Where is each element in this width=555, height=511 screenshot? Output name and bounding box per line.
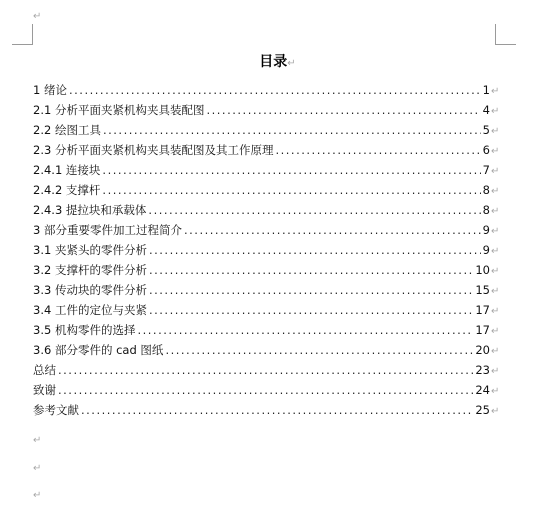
paragraph-mark-empty-2: ↵ [33,463,42,474]
paragraph-mark: ↵ [491,126,500,137]
paragraph-mark: ↵ [491,106,500,117]
toc-entry-page-number: 17 [475,303,490,317]
toc-dot-leader [81,400,473,420]
toc-entry[interactable] [33,200,501,220]
toc-entry-label: 总结 [33,363,56,377]
toc-dot-leader [137,320,473,340]
paragraph-mark: ↵ [491,186,500,197]
paragraph-mark-empty-3: ↵ [33,490,42,501]
toc-dot-leader [149,280,473,300]
toc-entry[interactable] [33,400,501,420]
paragraph-mark: ↵ [491,246,500,257]
paragraph-mark: ↵ [491,226,500,237]
toc-entry[interactable] [33,260,501,280]
toc-dot-leader [275,140,480,160]
toc-dot-leader [149,260,473,280]
toc-dot-leader [103,120,481,140]
table-of-contents [33,80,501,420]
toc-title: 目录 [259,54,288,70]
toc-entry[interactable] [33,300,501,320]
toc-entry-page-number: 23 [475,363,490,377]
toc-dot-leader [58,380,473,400]
toc-dot-leader [102,160,480,180]
paragraph-mark: ↵ [491,366,500,377]
paragraph-mark-top: ↵ [33,11,42,22]
toc-entry[interactable] [33,220,501,240]
toc-dot-leader [149,300,473,320]
paragraph-mark: ↵ [491,286,500,297]
crop-mark-top-right [495,24,516,45]
toc-entry-page-number: 6 [482,143,490,157]
toc-entry-page-number: 5 [482,123,490,137]
toc-dot-leader [102,180,480,200]
toc-entry-label: 2.4.2 支撑杆 [33,183,101,197]
crop-mark-top-left [12,24,33,45]
toc-entry-page-number: 1 [482,83,490,97]
toc-entry-label: 3.4 工件的定位与夹紧 [33,303,147,317]
toc-entry-label: 3.2 支撑杆的零件分析 [33,263,147,277]
paragraph-mark: ↵ [491,406,500,417]
toc-entry[interactable] [33,160,501,180]
toc-dot-leader [149,240,481,260]
toc-entry[interactable] [33,280,501,300]
toc-entry-page-number: 8 [482,183,490,197]
toc-entry-label: 参考文献 [33,403,79,417]
toc-dot-leader [165,340,473,360]
toc-entry[interactable] [33,140,501,160]
paragraph-mark: ↵ [491,146,500,157]
toc-entry[interactable] [33,100,501,120]
paragraph-mark: ↵ [491,346,500,357]
toc-entry[interactable] [33,340,501,360]
toc-entry-page-number: 8 [482,203,490,217]
toc-dot-leader [58,360,473,380]
toc-entry-label: 2.3 分析平面夹紧机构夹具装配图及其工作原理 [33,143,274,157]
paragraph-mark: ↵ [491,326,500,337]
toc-entry[interactable] [33,380,501,400]
toc-entry-page-number: 20 [475,343,490,357]
toc-entry[interactable] [33,360,501,380]
toc-entry-label: 2.2 绘图工具 [33,123,101,137]
toc-dot-leader [69,80,481,100]
toc-entry-label: 1 绪论 [33,83,67,97]
paragraph-mark: ↵ [287,58,296,69]
toc-entry-page-number: 24 [475,383,490,397]
toc-entry-page-number: 9 [482,243,490,257]
toc-entry-page-number: 10 [475,263,490,277]
toc-dot-leader [184,220,481,240]
paragraph-mark: ↵ [491,86,500,97]
paragraph-mark: ↵ [491,266,500,277]
paragraph-mark: ↵ [491,206,500,217]
toc-entry-page-number: 17 [475,323,490,337]
toc-entry-label: 2.1 分析平面夹紧机构夹具装配图 [33,103,205,117]
toc-dot-leader [148,200,480,220]
toc-entry-label: 3.6 部分零件的 cad 图纸 [33,343,164,357]
toc-entry[interactable] [33,240,501,260]
toc-entry[interactable] [33,80,501,100]
toc-entry-page-number: 4 [482,103,490,117]
toc-entry-label: 致谢 [33,383,56,397]
paragraph-mark: ↵ [491,166,500,177]
paragraph-mark: ↵ [491,386,500,397]
toc-entry[interactable] [33,120,501,140]
toc-entry[interactable] [33,180,501,200]
toc-entry-label: 2.4.3 提拉块和承载体 [33,203,147,217]
toc-entry-label: 3.3 传动块的零件分析 [33,283,147,297]
toc-entry-page-number: 15 [475,283,490,297]
toc-entry-page-number: 7 [482,163,490,177]
toc-entry-page-number: 25 [475,403,490,417]
toc-entry-label: 3.5 机构零件的选择 [33,323,136,337]
toc-entry-label: 3 部分重要零件加工过程简介 [33,223,182,237]
toc-entry-label: 3.1 夹紧头的零件分析 [33,243,147,257]
paragraph-mark: ↵ [491,306,500,317]
toc-dot-leader [206,100,480,120]
toc-entry[interactable] [33,320,501,340]
toc-entry-page-number: 9 [482,223,490,237]
toc-heading [0,53,555,73]
paragraph-mark-empty-1: ↵ [33,435,42,446]
toc-entry-label: 2.4.1 连接块 [33,163,101,177]
